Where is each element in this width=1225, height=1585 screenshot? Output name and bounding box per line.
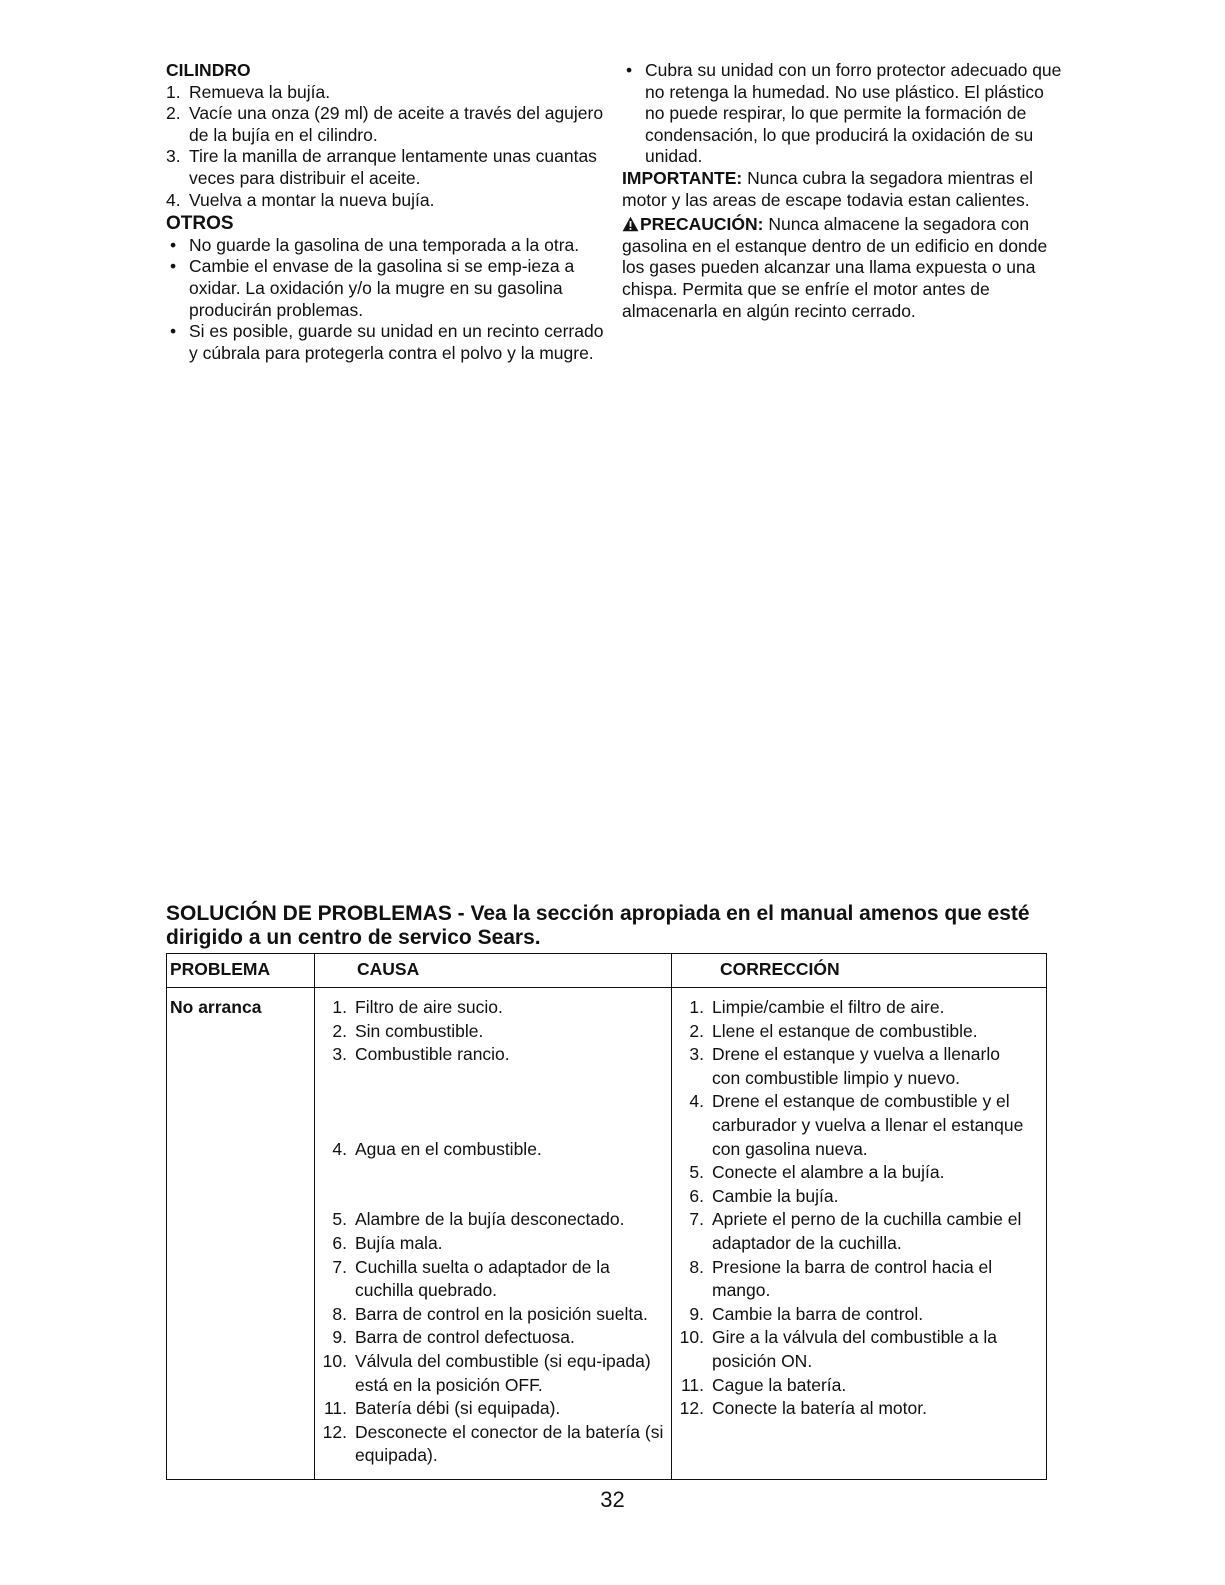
otros-bullets-cont [622, 60, 1062, 168]
list-item: 3. Tire la manilla de arranque lentamente unas cuantas veces para distribuir el aceite. [166, 146, 597, 188]
list-item: 2. Vacíe una onza (29 ml) de aceite a través del agujero de la bujía en el cilindro. [166, 103, 604, 145]
header-causa: CAUSA [357, 959, 420, 979]
table-row: 3. Combustible rancio. [332, 1044, 510, 1065]
table-row: 5. Conecte el alambre a la bujía. [689, 1162, 945, 1183]
table-row: 4. Drene el estanque de combustible y el carburador y vuelva a llenar el estanque con gasolina nueva. [689, 1091, 1024, 1159]
list-item: • Cubra su unidad con un forro protector adecuado que no retenga la humedad. No use plástico. El plástico no puede respirar, lo que permite la formación de condensación, lo que producirá la oxidación de su unidad. [626, 60, 1062, 167]
table-row: 3. Drene el estanque y vuelva a llenarlo con combustible limpio y nuevo. [689, 1044, 1000, 1088]
causa-column [315, 996, 667, 1468]
table-row: 8. Barra de control en la posición suelta. [332, 1303, 648, 1324]
page-number: 32 [600, 1487, 625, 1512]
left-column [166, 60, 606, 364]
correccion-column [672, 996, 1032, 1421]
table-row: 9. Barra de control defectuosa. [332, 1327, 575, 1348]
divider [167, 987, 1046, 988]
table-row: 11. Cague la batería. [680, 1374, 847, 1395]
otros-bullets [166, 235, 606, 365]
table-row: 10. Gire a la válvula del combustible a la posición ON. [679, 1327, 998, 1371]
problem-label: No arranca [170, 997, 262, 1017]
table-row: 1. Filtro de aire sucio. [332, 997, 503, 1017]
list-item: 4. Vuelva a montar la nueva bujía. [166, 189, 435, 210]
table-row: 6. Bujía mala. [332, 1232, 443, 1253]
table-row: 6. Cambie la bujía. [689, 1185, 839, 1206]
cilindro-steps [166, 82, 606, 212]
list-item: 1. Remueva la bujía. [166, 81, 331, 102]
troubleshooting-table [166, 953, 1047, 1480]
table-row: 9. Cambie la barra de control. [689, 1303, 924, 1324]
table-row: 4. Agua en el combustible. [332, 1138, 542, 1159]
table-row: 2. Sin combustible. [332, 1020, 484, 1041]
table-row: 7. Cuchilla suelta o adaptador de la cuchilla quebrado. [332, 1256, 610, 1301]
header-correccion: CORRECCIÓN [720, 959, 840, 979]
right-column [622, 60, 1062, 322]
list-item: • Cambie el envase de la gasolina si se emp-ieza a oxidar. La oxidación y/o la mugre en su gasolina producirán problemas. [170, 256, 575, 320]
table-row: 1. Limpie/cambie el filtro de aire. [689, 997, 945, 1017]
table-row: 2. Llene el estanque de combustible. [689, 1020, 978, 1041]
table-row: 12. Desconecte el conector de la batería (si equipada). [322, 1421, 664, 1466]
table-row: 10. Válvula del combustible (si equ-ipada) está en la posición OFF. [322, 1350, 651, 1395]
troubleshooting-title: SOLUCIÓN DE PROBLEMAS - Vea la sección apropiada en el manual amenos que esté dirigido a un centro de servico Sears. [166, 902, 1030, 949]
importante-note: IMPORTANTE: Nunca cubra la segadora mientras el motor y las areas de escape todavia estan calientes. [622, 167, 1034, 210]
precaucion-note: PRECAUCIÓN: Nunca almacene la segadora con gasolina en el estanque dentro de un edificio en donde los gases pueden alcanzar una llama expuesta o una chispa. Permita que se enfríe el motor antes de almacenarla en algún recinto cerrado. [622, 214, 1048, 321]
table-row: 12. Conecte la batería al motor. [679, 1398, 927, 1419]
warning-icon [622, 216, 639, 232]
table-row: 5. Alambre de la bujía desconectado. [332, 1209, 625, 1230]
cilindro-heading: CILINDRO [166, 60, 251, 80]
list-item: • No guarde la gasolina de una temporada a la otra. [170, 234, 580, 255]
header-problema: PROBLEMA [170, 959, 271, 979]
table-row: 11. Batería débi (si equipada). [323, 1398, 561, 1419]
table-row: 7. Apriete el perno de la cuchilla cambie el adaptador de la cuchilla. [689, 1209, 1022, 1253]
table-row: 8. Presione la barra de control hacia el mango. [689, 1256, 993, 1301]
list-item: • Si es posible, guarde su unidad en un recinto cerrado y cúbrala para protegerla contra el polvo y la mugre. [170, 321, 604, 363]
otros-heading: OTROS [166, 213, 234, 235]
